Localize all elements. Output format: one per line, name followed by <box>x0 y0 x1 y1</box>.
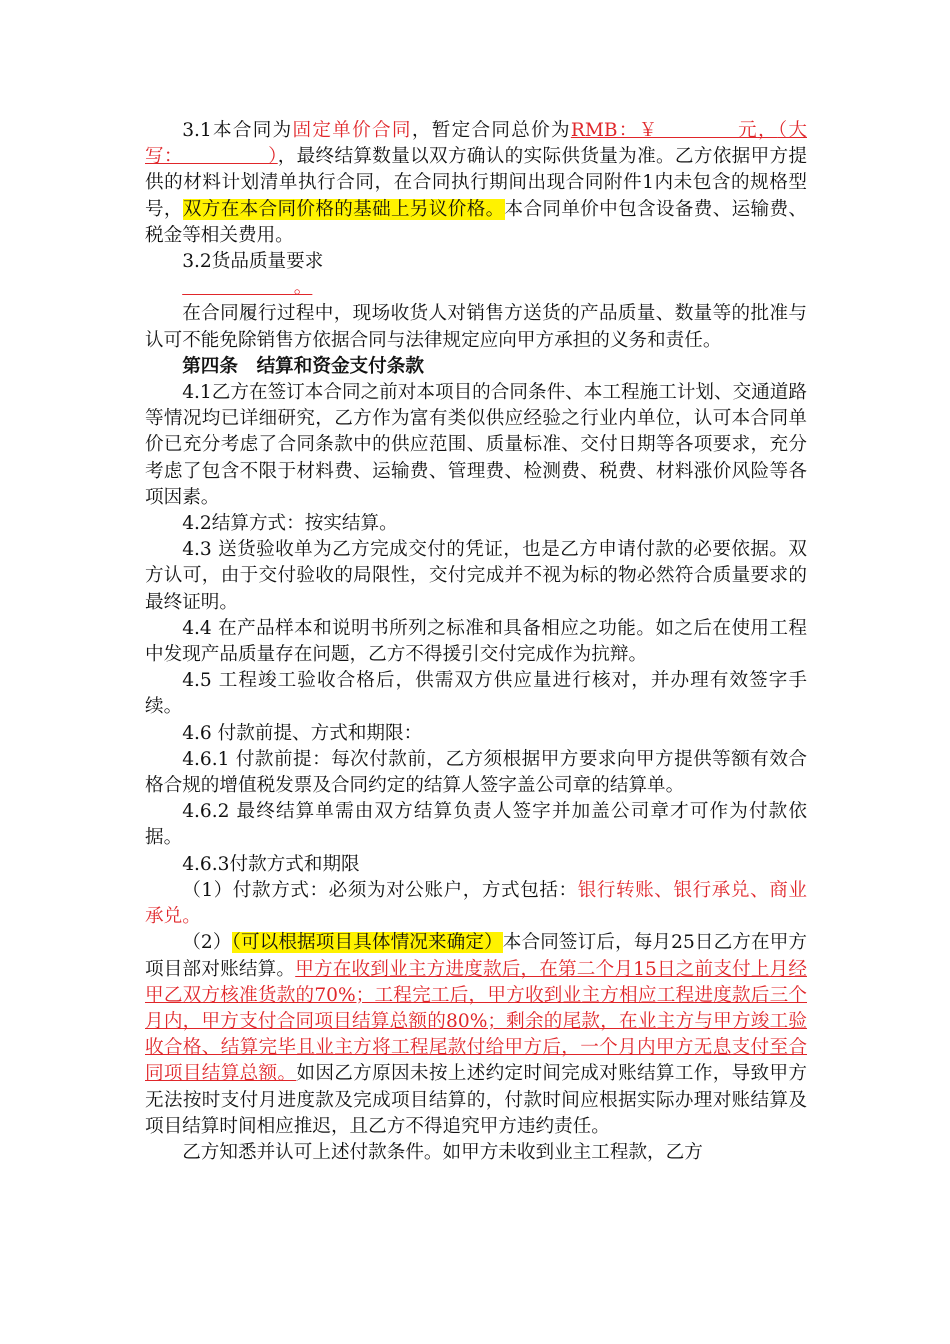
clause-3-1-text-a: 3.1本合同为 <box>182 120 293 141</box>
clause-4-6-1: 4.6.1 付款前提：每次付款前，乙方须根据甲方要求向甲方提供等额有效合格合规的增值税发票及合同约定的结算人签字盖公司章的结算单。 <box>145 748 807 797</box>
clause-3-2-blank-line <box>145 275 807 301</box>
clause-4-6-2: 4.6.2 最终结算单需由双方结算负责人签字并加盖公司章才可作为付款依据。 <box>145 801 807 849</box>
clause-3-1 <box>145 118 807 249</box>
payment-method-item <box>145 878 807 930</box>
payment-method-options: 银行转账、银行承兑、商业承兑。 <box>145 879 807 928</box>
clause-3-2-body: 在合同履行过程中，现场收货人对销售方送货的产品质量、数量等的批准与认可不能免除销售方依据合同与法律规定应向甲方承担的义务和责任。 <box>145 303 807 351</box>
quality-requirement-blank: 。 <box>182 277 313 299</box>
item-number: （2） <box>182 932 232 954</box>
clause-4-6-3: 4.6.3付款方式和期限 <box>182 853 360 875</box>
payment-term-text-b: 如因乙方原因未按上述约定时间完成对账结算工作，导致甲方无法按时支付月进度款及完成项目结算的，付款时间应根据实际办理对账结算及项目结算时间相应推迟，且乙方不得追究甲方违约责任。 <box>145 1063 807 1137</box>
rmb-amount-field: RMB：￥ 元 <box>570 120 758 141</box>
payment-term-text-a: 本合同签订后，每月25日乙方在甲方项目部对账结算。 <box>145 932 807 980</box>
clause-4-2: 4.2结算方式：按实结算。 <box>182 513 398 535</box>
clause-3-1-text-b: ，暂定合同总价为 <box>411 120 571 141</box>
clause-4-1: 4.1乙方在签订本合同之前对本项目的合同条件、本工程施工计划、交通道路等情况均已详细研究，乙方作为富有类似供应经验之行业内单位，认可本合同单价已充分考虑了合同条款中的供应范围、质量标准、交付日期等各项要求，充分考虑了包含不限于材料费、运输费、管理费、检测费、税费、材料涨价风险等各项因素。 <box>145 382 807 508</box>
payment-method-label: （1）付款方式：必须为对公账户，方式包括： <box>182 879 578 901</box>
contract-page <box>145 118 807 1166</box>
fixed-price-contract-text: 固定单价合同 <box>292 120 412 141</box>
clause-3-2-title: 3.2货品质量要求 <box>182 251 324 273</box>
clause-4-6: 4.6 付款前提、方式和期限： <box>182 722 423 744</box>
project-specific-note-highlight: （可以根据项目具体情况来确定） <box>231 932 503 954</box>
payment-schedule-red-text: 甲方在收到业主方进度款后，在第二个月15日之前支付上月经甲乙双方核准货款的70%；工程完工后，甲方收到业主方相应工程进度款后三个月内，甲方支付合同项目结算总额的80%；剩余的尾款，在业主方与甲方竣工验收合格、结算完毕且业主方将工程尾款付给甲方后，一个月内甲方无息支付至合同项目结算总额。 <box>145 958 807 1085</box>
comma: ， <box>757 120 778 141</box>
article-4-heading: 第四条 结算和资金支付条款 <box>182 355 424 377</box>
last-paragraph: 乙方知悉并认可上述付款条件。如甲方未收到业主工程款，乙方 <box>182 1141 703 1163</box>
clause-4-5: 4.5 工程竣工验收合格后，供需双方供应量进行核对，并办理有效签字手续。 <box>145 670 807 718</box>
price-negotiation-highlight: 双方在本合同价格的基础上另议价格。 <box>182 198 505 220</box>
payment-term-item <box>145 930 807 1140</box>
clause-4-3: 4.3 送货验收单为乙方完成交付的凭证，也是乙方申请付款的必要依据。双方认可，由于交付验收的局限性，交付完成并不视为标的物必然符合质量要求的最终证明。 <box>145 539 807 613</box>
clause-4-4: 4.4 在产品样本和说明书所列之标准和具备相应之功能。如之后在使用工程中发现产品质量存在问题，乙方不得援引交付完成作为抗辩。 <box>145 617 807 666</box>
clause-3-1-text-d: 本合同单价中包含设备费、运输费、税金等相关费用。 <box>145 198 807 246</box>
clause-3-1-text-c: ，最终结算数量以双方确认的实际供货量为准。乙方依据甲方提供的材料计划清单执行合同，在合同执行期间出现合同附件1内未包含的规格型号， <box>145 146 807 220</box>
daxie-amount-field: （大写： ） <box>145 120 807 168</box>
